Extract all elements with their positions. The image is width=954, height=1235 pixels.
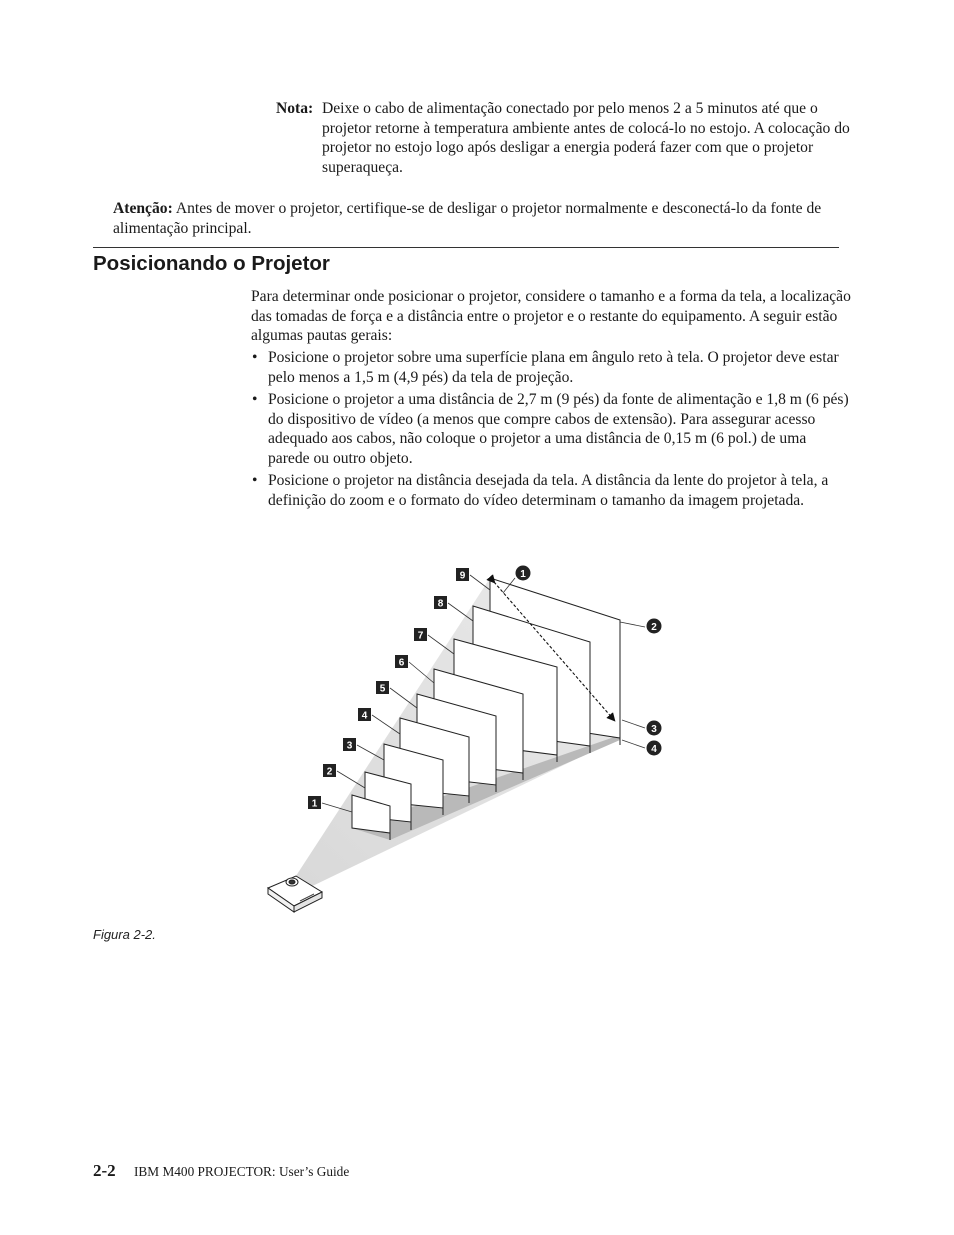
svg-text:3: 3	[346, 740, 353, 752]
list-item-text: Posicione o projetor sobre uma superfície plana em ângulo reto à tela. O projetor deve estar pelo menos a 1,5 m (4,9 pés) da tela de projeção.	[268, 349, 839, 386]
svg-text:5: 5	[379, 683, 386, 695]
note-text: Deixe o cabo de alimentação conectado por pelo menos 2 a 5 minutos até que o projetor retorne à temperatura ambiente antes de colocá-lo no estojo. A colocação do projetor no estojo logo após desligar a energia poderá fazer com que o projetor superaqueça.	[322, 100, 850, 176]
svg-text:1: 1	[311, 798, 318, 810]
section-title: Posicionando o Projetor	[93, 252, 330, 275]
guidelines-list	[251, 348, 851, 513]
dimension-callout-3	[647, 721, 662, 736]
list-item-text: Posicione o projetor a uma distância de 2,7 m (9 pés) da fonte de alimentação e 1,8 m (6 pés) do dispositivo de vídeo (a menos que compre cabos de extensão). Para assegurar acesso adequado aos cabos, não coloque o projetor a uma distância de 0,15 m (6 pol.) de uma parede ou outro objeto.	[268, 391, 849, 467]
list-item	[251, 471, 851, 510]
screen-callout-9	[456, 568, 469, 582]
screen-callout-2	[323, 764, 336, 778]
screen-callout-4	[358, 708, 371, 722]
dimension-callout-1	[516, 566, 531, 581]
note-label: Nota:	[276, 100, 314, 117]
page-number: 2-2	[93, 1161, 116, 1180]
svg-text:2: 2	[651, 622, 657, 633]
svg-text:6: 6	[398, 657, 405, 669]
screen-callout-3	[343, 738, 356, 752]
attention-label: Atenção:	[113, 200, 173, 217]
projection-distance-figure	[260, 560, 680, 920]
screen-callout-1	[308, 796, 321, 810]
dimension-callout-2	[647, 619, 662, 634]
svg-text:4: 4	[651, 744, 657, 755]
svg-text:9: 9	[459, 570, 466, 582]
screen-callout-8	[434, 596, 447, 610]
svg-text:4: 4	[361, 710, 368, 722]
svg-text:1: 1	[520, 569, 526, 580]
list-item	[251, 390, 851, 468]
bullet-icon: •	[252, 472, 258, 489]
screen-callout-6	[395, 655, 408, 669]
svg-text:3: 3	[651, 724, 657, 735]
figure-caption: Figura 2-2.	[93, 927, 156, 942]
screen-callout-7	[414, 628, 427, 642]
bullet-icon: •	[252, 391, 258, 408]
svg-text:7: 7	[417, 630, 424, 642]
list-item	[251, 348, 851, 387]
section-intro: Para determinar onde posicionar o projetor, considere o tamanho e a forma da tela, a localização das tomadas de força e a distância entre o projetor e o restante do equipamento. A seguir estão algumas pautas gerais:	[251, 288, 851, 344]
attention-paragraph	[113, 199, 853, 238]
attention-text: Antes de mover o projetor, certifique-se de desligar o projetor normalmente e desconectá-lo da fonte de alimentação principal.	[113, 200, 822, 237]
dimension-callout-4	[647, 741, 662, 756]
bullet-icon: •	[252, 349, 258, 366]
list-item-text: Posicione o projetor na distância desejada da tela. A distância da lente do projetor à tela, a definição do zoom e o formato do vídeo determinam o tamanho da imagem projetada.	[268, 472, 829, 509]
section-divider	[93, 247, 839, 248]
svg-text:8: 8	[437, 598, 444, 610]
screen-callout-5	[376, 681, 389, 695]
svg-text:2: 2	[326, 766, 333, 778]
footer-title: IBM M400 PROJECTOR: User’s Guide	[134, 1164, 350, 1179]
